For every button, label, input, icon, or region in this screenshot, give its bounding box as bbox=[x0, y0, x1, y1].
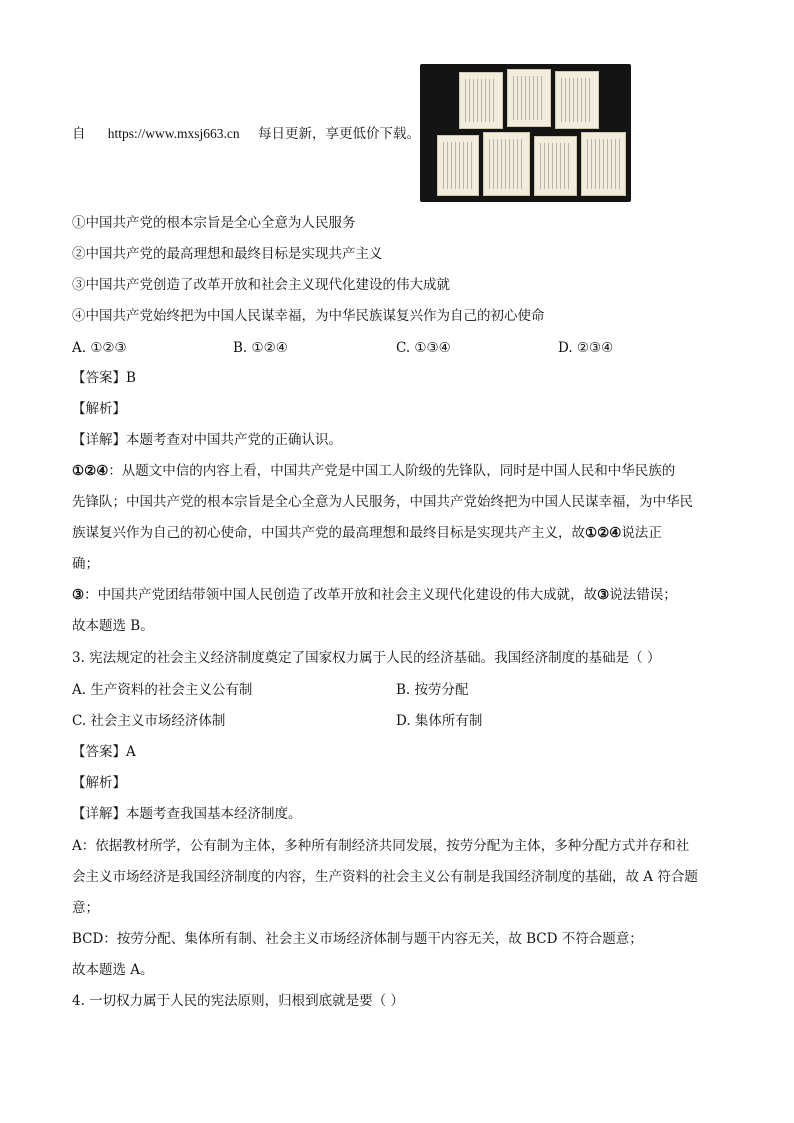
conclusion: 故本题选 B。 bbox=[72, 618, 154, 634]
q3-option-a: A. 生产资料的社会主义公有制 bbox=[72, 682, 253, 698]
letter-page bbox=[555, 71, 599, 129]
q3-option-d: D. 集体所有制 bbox=[396, 713, 483, 729]
q3-explain-line: 会主义市场经济是我国经济制度的内容，生产资料的社会主义公有制是我国经济制度的基础，故 A 符合题 bbox=[72, 869, 698, 885]
statement-2: ②中国共产党的最高理想和最终目标是实现共产主义 bbox=[72, 246, 383, 262]
statement-1: ①中国共产党的根本宗旨是全心全意为人民服务 bbox=[72, 215, 356, 231]
question-4-stem: 4. 一切权力属于人民的宪法原则，归根到底就是要（ ） bbox=[72, 993, 404, 1009]
letter-page bbox=[581, 132, 626, 196]
letter-page bbox=[459, 72, 503, 129]
option-a: A. ①②③ bbox=[72, 340, 127, 356]
header-lead: 自 bbox=[72, 126, 86, 142]
explain-line: 先锋队；中国共产党的根本宗旨是全心全意为人民服务，中国共产党始终把为中国人民谋幸福，为中华民 bbox=[72, 494, 693, 510]
explain-line: 族谋复兴作为自己的初心使命，中国共产党的最高理想和最终目标是实现共产主义，故①②④说法正 bbox=[72, 525, 662, 541]
analysis-title: 【解析】 bbox=[72, 401, 126, 417]
letter-page bbox=[483, 132, 530, 196]
letter-pages-photo bbox=[420, 64, 631, 202]
q3-explain-line: 意； bbox=[72, 900, 99, 916]
explain-line: ③：中国共产党团结带领中国人民创造了改革开放和社会主义现代化建设的伟大成就，故③说法错误； bbox=[72, 587, 677, 603]
q3-explain-line: A：依据教材所学，公有制为主体，多种所有制经济共同发展，按劳分配为主体，多种分配方式并存和社 bbox=[72, 838, 690, 854]
letter-page bbox=[507, 69, 551, 127]
answer: 【答案】B bbox=[72, 370, 136, 386]
statement-4: ④中国共产党始终把为中国人民谋幸福，为中华民族谋复兴作为自己的初心使命 bbox=[72, 308, 545, 324]
header-line bbox=[72, 124, 420, 144]
letter-page bbox=[534, 136, 577, 196]
explain-key: ①②④ bbox=[72, 463, 109, 479]
q3-detail: 【详解】本题考查我国基本经济制度。 bbox=[72, 806, 302, 822]
question-3-stem: 3. 宪法规定的社会主义经济制度奠定了国家权力属于人民的经济基础。我国经济制度的基础是（ ） bbox=[72, 650, 661, 666]
q3-conclusion: 故本题选 A。 bbox=[72, 962, 154, 978]
detail: 【详解】本题考查对中国共产党的正确认识。 bbox=[72, 432, 342, 448]
q3-analysis-title: 【解析】 bbox=[72, 775, 126, 791]
q3-explain-line: BCD：按劳分配、集体所有制、社会主义市场经济体制与题干内容无关，故 BCD 不符合题意； bbox=[72, 931, 643, 947]
option-d: D. ②③④ bbox=[558, 340, 614, 356]
option-c: C. ①③④ bbox=[396, 340, 451, 356]
option-b: B. ①②④ bbox=[233, 340, 288, 356]
header-url[interactable]: https://www.mxsj663.cn bbox=[107, 126, 240, 141]
q3-option-b: B. 按劳分配 bbox=[396, 682, 469, 698]
q3-answer: 【答案】A bbox=[72, 744, 136, 760]
q3-option-c: C. 社会主义市场经济体制 bbox=[72, 713, 226, 729]
statement-3: ③中国共产党创造了改革开放和社会主义现代化建设的伟大成就 bbox=[72, 277, 450, 293]
explain-line: ①②④：从题文中信的内容上看，中国共产党是中国工人阶级的先锋队，同时是中国人民和中华民族的 bbox=[72, 463, 676, 479]
letter-page bbox=[437, 135, 479, 196]
explain-line: 确； bbox=[72, 556, 99, 572]
header-tail: 每日更新，享更低价下载。 bbox=[257, 126, 420, 142]
